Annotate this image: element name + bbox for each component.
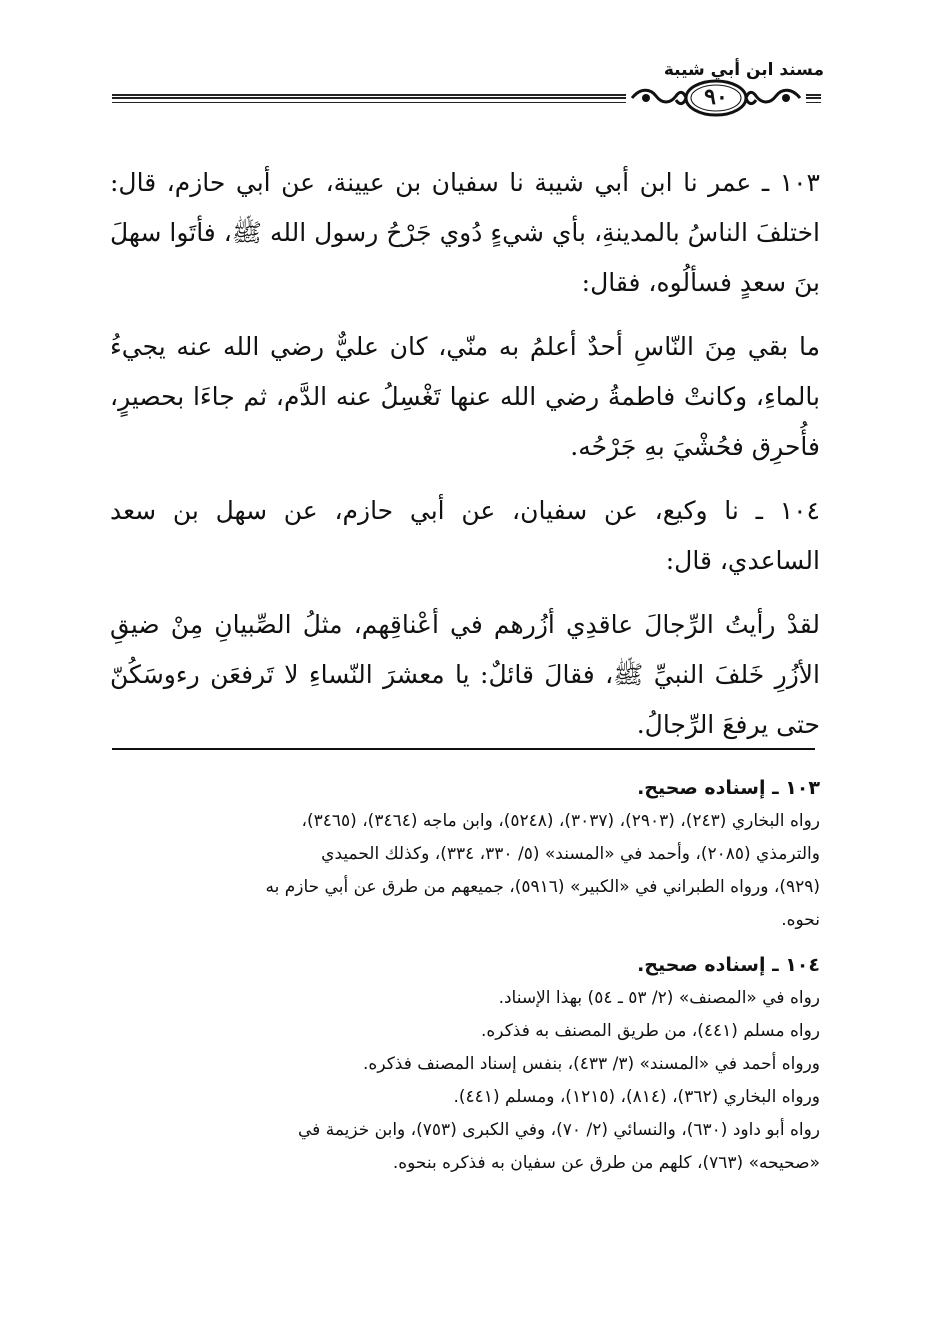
- footnote-103-heading: ١٠٣ ـ إسناده صحيح.: [637, 777, 820, 799]
- footnote-104-line: رواه مسلم (٤٤١)، من طريق المصنف به فذكره.: [481, 1021, 820, 1041]
- footnote-103-line: نحوه.: [781, 910, 820, 930]
- hadith-104-text: لقدْ رأيتُ الرِّجالَ عاقدِي أزُرهم في أعْناقِهم، مثلُ الصِّبيانِ مِنْ ضيقِ الأزُرِ خَلفَ النبيِّ ﷺ، فقالَ قائلٌ: يا معشرَ النّساءِ لا تَرفعَن رءوسَكُنّ حتى يرفعَ الرِّجالُ.: [110, 610, 820, 739]
- hadith-103-text: ما بقي مِنَ النّاسِ أحدٌ أعلمُ به منّي، كان عليٌّ رضي الله عنه يجيءُ بالماءِ، وكانتْ فاطمةُ رضي الله عنها تَغْسِلُ عنه الدَّم، ثم جاءَا بحصيرٍ، فأُحرِق فحُشْيَ بهِ جَرْحُه.: [110, 332, 820, 461]
- footnote-103-line: (٩٢٩)، ورواه الطبراني في «الكبير» (٥٩١٦)، جميعهم من طرق عن أبي حازم به: [265, 877, 820, 897]
- footnote-104-line: ورواه البخاري (٣٦٢)، (٨١٤)، (١٢١٥)، ومسلم (٤٤١).: [453, 1087, 820, 1107]
- footnote-104-heading: ١٠٤ ـ إسناده صحيح.: [637, 954, 820, 976]
- footnote-104-line: «صحيحه» (٧٦٣)، كلهم من طرق عن سفيان به فذكره بنحوه.: [392, 1153, 820, 1173]
- running-header-title: مسند ابن أبي شيبة: [663, 60, 824, 80]
- footnote-103-line: والترمذي (٢٠٨٥)، وأحمد في «المسند» (٥/ ٣٣٠، ٣٣٤)، وكذلك الحميدي: [321, 844, 820, 864]
- footnote-104-line: ورواه أحمد في «المسند» (٣/ ٤٣٣)، بنفس إسناد المصنف فذكره.: [363, 1054, 820, 1074]
- footnote-separator: [112, 748, 815, 750]
- footnote-104-line: رواه في «المصنف» (٢/ ٥٣ ـ ٥٤) بهذا الإسناد.: [498, 988, 820, 1008]
- hadith-103-paragraph: ١٠٣ ـ عمر نا ابن أبي شيبة نا سفيان بن عيينة، عن أبي حازم، قال: اختلفَ الناسُ بالمدينةِ، بأي شيءٍ دُوي جَرْحُ رسول الله ﷺ، فأتَوا سهلَ بنَ سعدٍ فسألُوه، فقال:: [110, 168, 820, 297]
- footnote-104-block: [110, 949, 820, 1180]
- page-number: ٩٠: [704, 84, 728, 110]
- hadith-104-paragraph: ١٠٤ ـ نا وكيع، عن سفيان، عن أبي حازم، عن سهل بن سعد الساعدي، قال:: [110, 496, 820, 575]
- footnote-104-line: رواه أبو داود (٦٣٠)، والنسائي (٢/ ٧٠)، وفي الكبرى (٧٥٣)، وابن خزيمة في: [298, 1120, 820, 1140]
- footnote-103-line: رواه البخاري (٢٤٣)، (٢٩٠٣)، (٣٠٣٧)، (٥٢٤٨)، وابن ماجه (٣٤٦٤)، (٣٤٦٥)،: [301, 811, 820, 831]
- footnotes: [110, 772, 820, 1180]
- main-text: [110, 158, 820, 764]
